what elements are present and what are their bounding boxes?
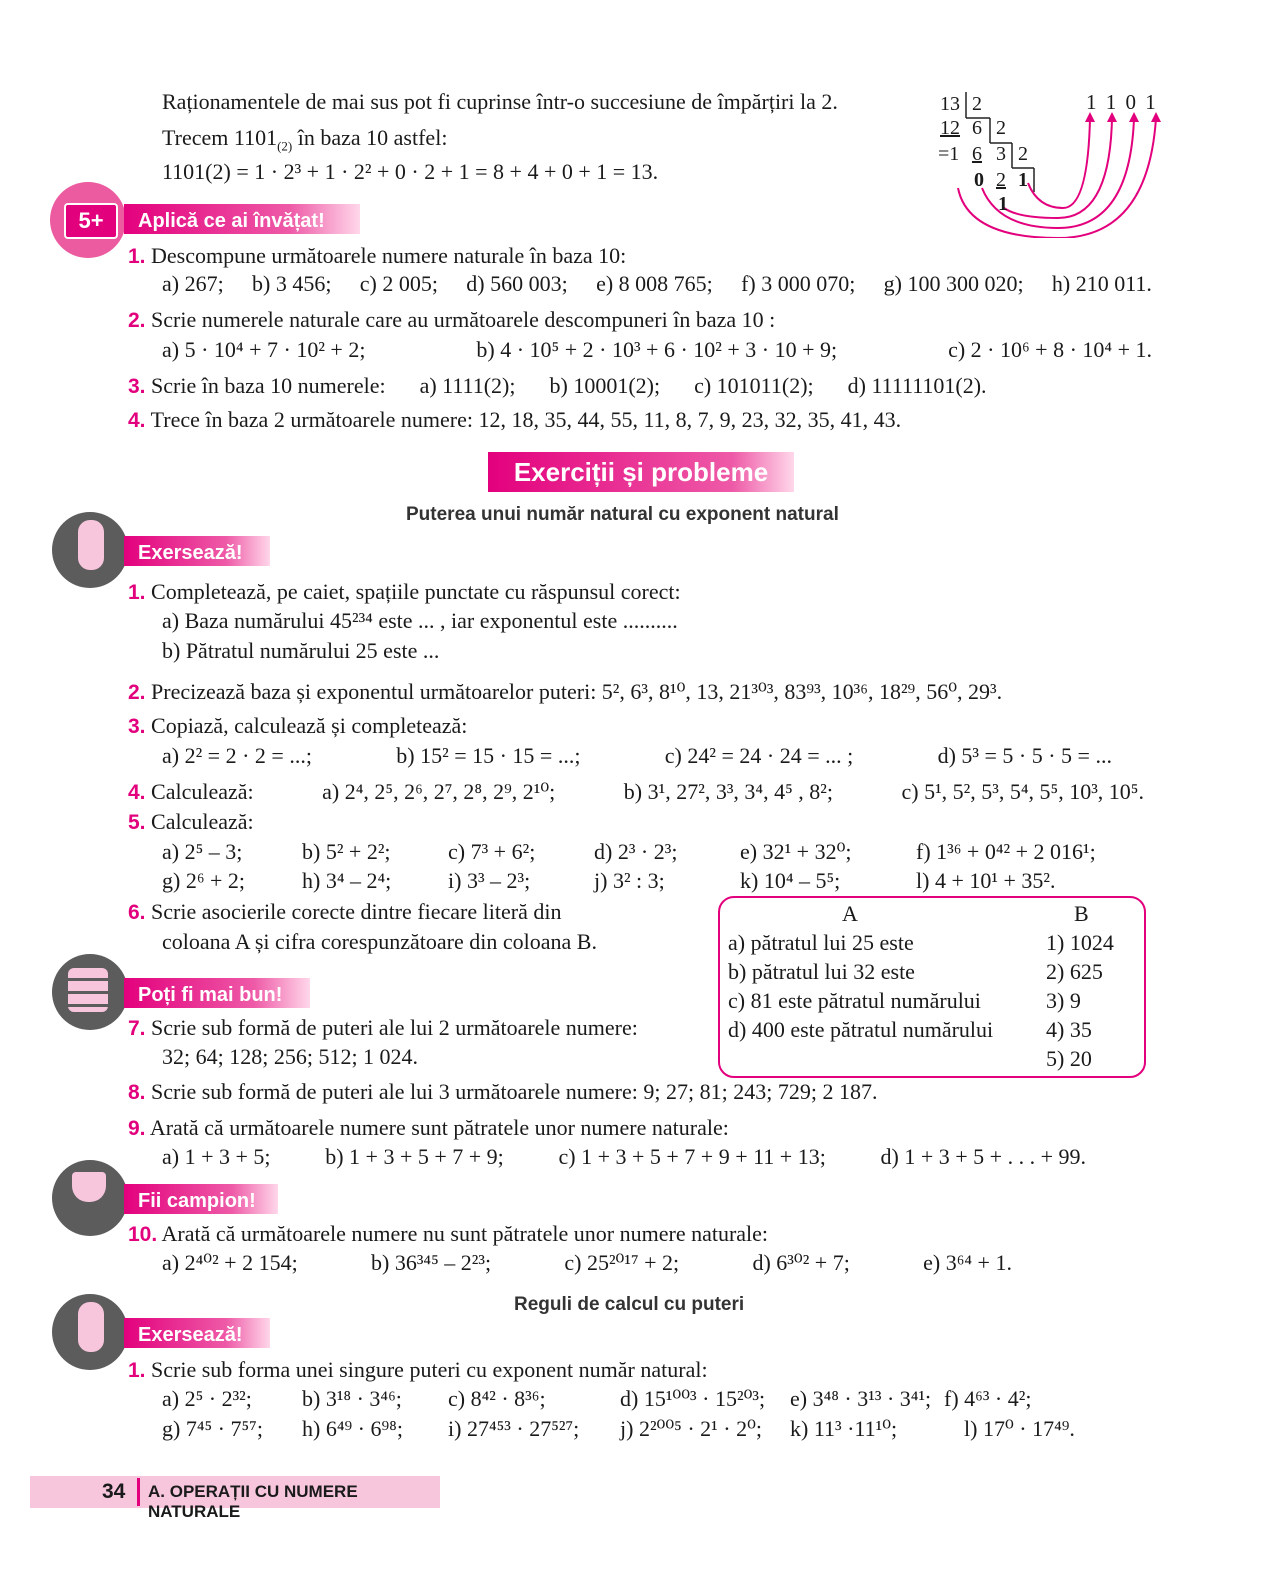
division-cell: =1 <box>938 143 960 165</box>
exerseaza-item-3: 3. Copiază, calculează și completează: <box>128 713 468 738</box>
table-head-b: B <box>1074 901 1089 926</box>
footer-divider <box>137 1478 140 1506</box>
campion-title: Fii campion! <box>124 1184 278 1214</box>
table-a-row: b) pătratul lui 32 este <box>728 959 915 984</box>
exerseaza2-row1: a) 2⁵ · 2³²; b) 3¹⁸ · 3⁴⁶; c) 8⁴² · 8³⁶; d) 15¹⁰⁰³ · 15²⁰³; e) 3⁴⁸ · 3¹³ · 3⁴¹; f) 4⁶³ · 4²; <box>162 1386 1032 1411</box>
matching-table <box>718 896 1146 1078</box>
exerseaza-item-6-line2: coloana A și cifra corespunzătoare din coloana B. <box>162 929 597 954</box>
trophy-icon <box>72 1172 106 1202</box>
division-dividend: 13 <box>940 93 960 115</box>
aplica-item-2: 2. Scrie numerele naturale care au următoarele descompuneri în baza 10 : <box>128 307 776 332</box>
table-head-a: A <box>842 901 858 926</box>
division-cell: 12 <box>940 117 960 139</box>
table-b-row: 1) 1024 <box>1046 930 1114 955</box>
exerseaza2-row2: g) 7⁴⁵ · 7⁵⁷; h) 6⁴⁹ · 6⁹⁸; i) 27⁴⁵³ · 27⁵²⁷; j) 2²⁰⁰⁵ · 2¹ · 2⁰; k) 11³ ·11¹⁰; l) 17⁰ · 17⁴⁹. <box>162 1416 1075 1441</box>
exerseaza-item-1: 1. Completează, pe caiet, spațiile punctate cu răspunsul corect: <box>128 579 681 604</box>
exerseaza2-item-1: 1. Scrie sub forma unei singure puteri cu exponent număr natural: <box>128 1357 708 1382</box>
exerseaza-item-3-options: a) 2² = 2 · 2 = ...; b) 15² = 15 · 15 = ...; c) 24² = 24 · 24 = ... ; d) 5³ = 5 · 5 · 5 = ... <box>162 743 1112 768</box>
exerseaza-title: Exersează! <box>124 536 270 566</box>
exercitii-title: Exerciții și probleme <box>488 452 794 492</box>
poti-item-7: 7. Scrie sub formă de puteri ale lui 2 următoarele numere: <box>128 1015 638 1040</box>
footer-bar <box>30 1476 440 1521</box>
intro-line-3: 1101(2) = 1 · 2³ + 1 · 2² + 0 · 2 + 1 = 8 + 4 + 0 + 1 = 13. <box>162 159 659 184</box>
table-a-row: d) 400 este pătratul numărului <box>728 1017 994 1042</box>
chapter-title: A. OPERAȚII CU NUMERE NATURALE <box>148 1482 358 1521</box>
table-b-row: 4) 35 <box>1046 1017 1092 1042</box>
campion-item-10-options: a) 2⁴⁰² + 2 154; b) 36³⁴⁵ – 2²³; c) 25²⁰¹⁷ + 2; d) 6³⁰² + 7; e) 3⁶⁴ + 1. <box>162 1250 1012 1275</box>
division-cell: 2 <box>1018 143 1028 165</box>
table-a-row: c) 81 este pătratul numărului <box>728 988 981 1013</box>
page-number: 34 <box>102 1480 126 1503</box>
aplica-title: Aplică ce ai învățat! <box>124 204 360 234</box>
poti-item-7-line2: 32; 64; 128; 256; 512; 1 024. <box>162 1044 419 1069</box>
division-divisor: 2 <box>972 93 982 115</box>
exerseaza-item-1b: b) Pătratul numărului 25 este ... <box>162 638 440 663</box>
exerseaza-item-5-row2: g) 2⁶ + 2; h) 3⁴ – 2⁴; i) 3³ – 2³; j) 3² : 3; k) 10⁴ – 5⁵; l) 4 + 10¹ + 35². <box>162 868 1056 893</box>
aplica-item-1: 1. Descompune următoarele numere naturale în baza 10: <box>128 243 627 268</box>
exerseaza-item-4: 4. Calculează: a) 2⁴, 2⁵, 2⁶, 2⁷, 2⁸, 2⁹, 2¹⁰; b) 3¹, 27², 3³, 3⁴, 4⁵ , 8²; c) 5¹, 5², 5³, 5⁴, 5⁵, 10³, 10⁵. <box>128 779 1144 804</box>
exerseaza-item-2: 2. Precizează baza și exponentul următoarelor puteri: 5², 6³, 8¹⁰, 13, 21³⁰³, 83⁹³, 10³⁶, 18²⁹, 56⁰, 29³. <box>128 679 1003 704</box>
table-b-row: 2) 625 <box>1046 959 1103 984</box>
table-b-row: 3) 9 <box>1046 988 1081 1013</box>
table-b-row: 5) 20 <box>1046 1046 1092 1071</box>
division-cell: 1 <box>1018 169 1028 191</box>
exerseaza-item-6: 6. Scrie asocierile corecte dintre fiecare literă din <box>128 899 562 924</box>
campion-item-10: 10. Arată că următoarele numere nu sunt pătratele unor numere naturale: <box>128 1221 769 1246</box>
division-cell: 0 <box>974 169 984 191</box>
hand-icon <box>78 1302 104 1352</box>
aplica-badge: 5+ <box>64 203 118 239</box>
table-a-row: a) pătratul lui 25 este <box>728 930 914 955</box>
poti-item-9-options: a) 1 + 3 + 5; b) 1 + 3 + 5 + 7 + 9; c) 1 + 3 + 5 + 7 + 9 + 11 + 13; d) 1 + 3 + 5 + . . . + 99. <box>162 1144 1086 1169</box>
division-cell: 3 <box>996 143 1006 165</box>
division-cell: 1 <box>998 193 1008 215</box>
intro-line-1: Raționamentele de mai sus pot fi cuprinse într-o succesiune de împărțiri la 2. <box>162 89 838 114</box>
division-cell: 6 <box>972 143 982 165</box>
aplica-item-2-options: a) 5 · 10⁴ + 7 · 10² + 2; b) 4 · 10⁵ + 2 · 10³ + 6 · 10² + 3 · 10 + 9; c) 2 · 10⁶ + 8 · 10⁴ + 1. <box>162 337 1152 362</box>
division-cell: 2 <box>996 169 1006 191</box>
poti-title: Poți fi mai bun! <box>124 978 310 1008</box>
poti-item-9: 9. Arată că următoarele numere sunt pătratele unor numere naturale: <box>128 1115 729 1140</box>
division-diagram <box>938 88 1178 238</box>
aplica-item-3: 3. Scrie în baza 10 numerele: a) 1111(2); b) 10001(2); c) 101011(2); d) 11111101(2). <box>128 373 987 398</box>
poti-item-8: 8. Scrie sub formă de puteri ale lui 3 următoarele numere: 9; 27; 81; 243; 729; 2 187. <box>128 1079 878 1104</box>
aplica-item-4: 4. Trece în baza 2 următoarele numere: 12, 18, 35, 44, 55, 11, 8, 7, 9, 23, 32, 35, 41, 43. <box>128 407 902 432</box>
division-result: 1 1 0 1 <box>1086 90 1158 114</box>
books-icon <box>68 968 108 1012</box>
division-cell: 2 <box>996 117 1006 139</box>
exerseaza-item-1a: a) Baza numărului 45²³⁴ este ... , iar exponentul este .......... <box>162 608 678 633</box>
hand-icon <box>78 520 104 570</box>
exerseaza-item-5-row1: a) 2⁵ – 3; b) 5² + 2²; c) 7³ + 6²; d) 2³ · 2³; e) 32¹ + 32⁰; f) 1³⁶ + 0⁴² + 2 016¹; <box>162 839 1096 864</box>
division-cell: 6 <box>972 117 982 139</box>
subtitle-reguli: Reguli de calcul cu puteri <box>514 1294 745 1315</box>
aplica-item-1-options: a) 267; b) 3 456; c) 2 005; d) 560 003; e) 8 008 765; f) 3 000 070; g) 100 300 020; h) 210 011. <box>162 271 1152 296</box>
subtitle-puterea: Puterea unui număr natural cu exponent natural <box>406 504 839 525</box>
exerseaza-item-5: 5. Calculează: <box>128 809 254 834</box>
intro-line-2: Trecem $1101_{(2)}$ în baza 10 astfel: <box>162 125 448 154</box>
exerseaza2-title: Exersează! <box>124 1318 270 1348</box>
